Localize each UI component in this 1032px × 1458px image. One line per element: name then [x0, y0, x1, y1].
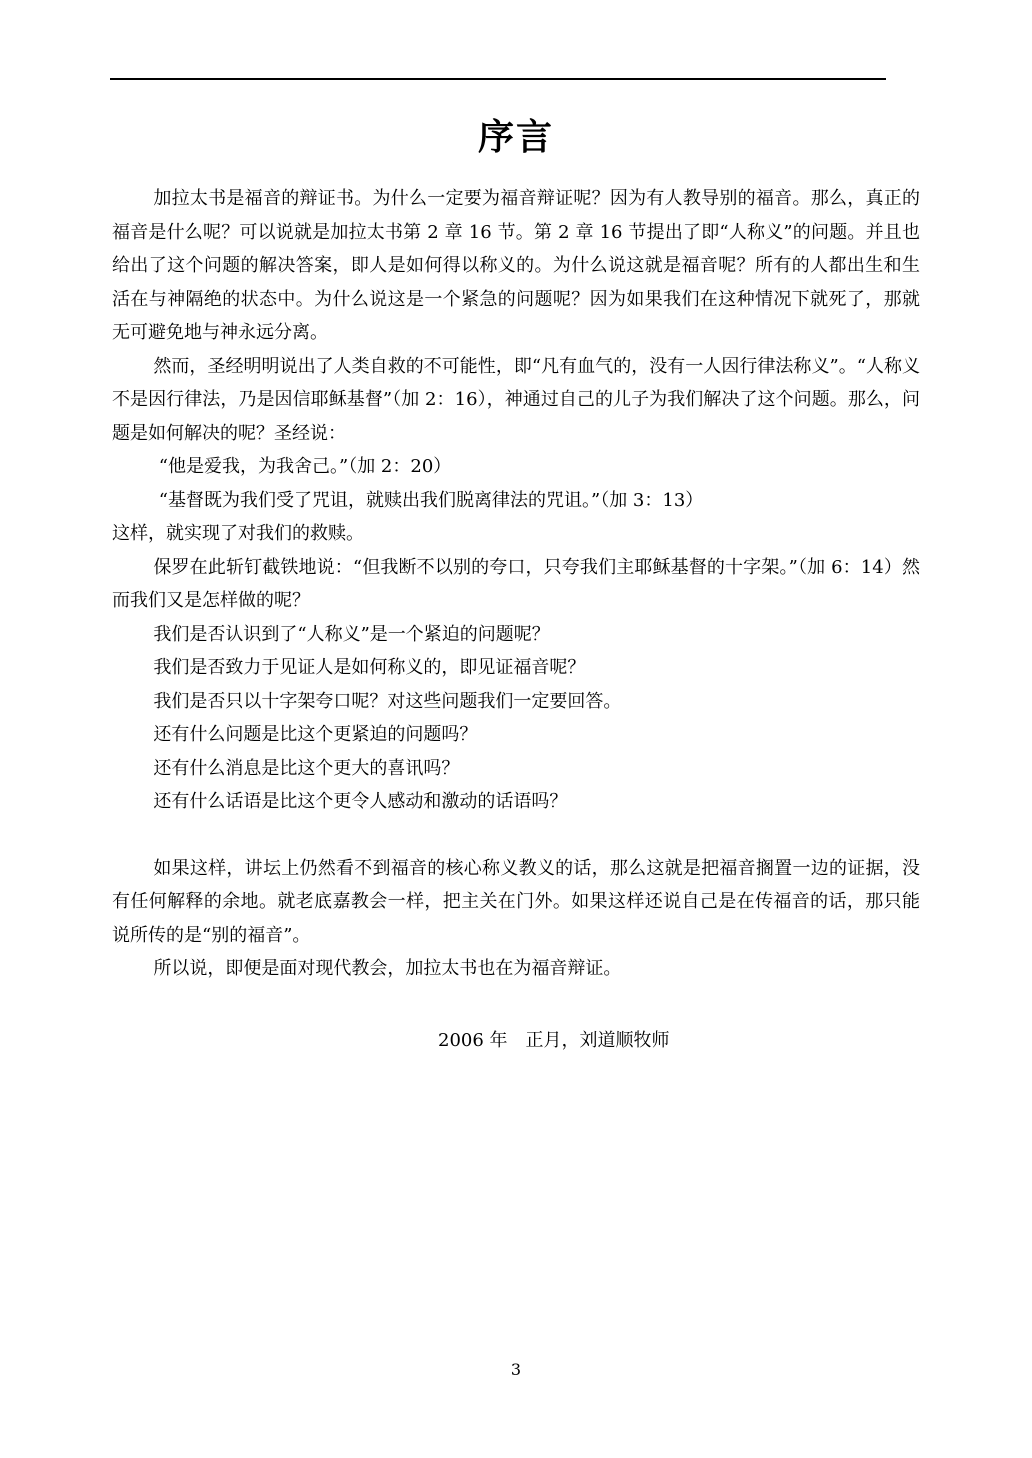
scripture-quote-2: “基督既为我们受了咒诅，就赎出我们脱离律法的咒诅。”（加 3：13）	[158, 489, 704, 511]
header-rule	[110, 78, 886, 80]
paragraph-5: 如果这样，讲坛上仍然看不到福音的核心称义教义的话，那么这就是把福音搁置一边的证据，没有任何解释的余地。就老底嘉教会一样，把主关在门外。如果这样还说自己是在传福音的话，那只能说所传的是“别的福音”。	[112, 857, 920, 946]
question-3: 我们是否只以十字架夸口呢？对这些问题我们一定要回答。	[153, 690, 622, 712]
spacer	[112, 819, 920, 852]
question-6: 还有什么话语是比这个更令人感动和激动的话语吗？	[153, 791, 568, 812]
signature: 2006 年 正月，刘道顺牧师	[438, 1029, 670, 1051]
page-title: 序言	[477, 117, 554, 159]
question-4: 还有什么问题是比这个更紧迫的问题吗？	[153, 724, 478, 745]
page-number: 3	[510, 1360, 522, 1379]
document-body	[112, 182, 920, 1057]
paragraph-6: 所以说，即便是面对现代教会，加拉太书也在为福音辩证。	[153, 958, 622, 979]
spacer	[112, 986, 920, 1024]
paragraph-2: 然而，圣经明明说出了人类自救的不可能性，即“凡有血气的，没有一人因行律法称义”。“人称义不是因行律法，乃是因信耶稣基督”（加 2：16），神通过自己的儿子为我们解决了这个问题。那么，问题是如何解决的呢？圣经说：	[112, 355, 920, 444]
question-2: 我们是否致力于见证人是如何称义的，即见证福音呢？	[153, 657, 586, 678]
paragraph-1: 加拉太书是福音的辩证书。为什么一定要为福音辩证呢？因为有人教导别的福音。那么，真正的福音是什么呢？可以说就是加拉太书第 2 章 16 节。第 2 章 16 节提出了即“人称义”的问题。并且也给出了这个问题的解决答案，即人是如何得以称义的。为什么说这就是福音呢？所有的人都出生和生活在与神隔绝的状态中。为什么说这是一个紧急的问题呢？因为如果我们在这种情况下就死了，那就无可避免地与神永远分离。	[112, 188, 920, 343]
paragraph-3: 这样，就实现了对我们的救赎。	[112, 523, 364, 544]
scripture-quote-1: “他是爱我，为我舍己。”（加 2：20）	[158, 456, 452, 477]
question-5: 还有什么消息是比这个更大的喜讯吗？	[153, 757, 460, 779]
question-1: 我们是否认识到了“人称义”是一个紧迫的问题呢？	[153, 623, 550, 645]
paragraph-4: 保罗在此斩钉截铁地说：“但我断不以别的夸口，只夸我们主耶稣基督的十字架。”（加 6：14）然而我们又是怎样做的呢？	[112, 556, 920, 611]
